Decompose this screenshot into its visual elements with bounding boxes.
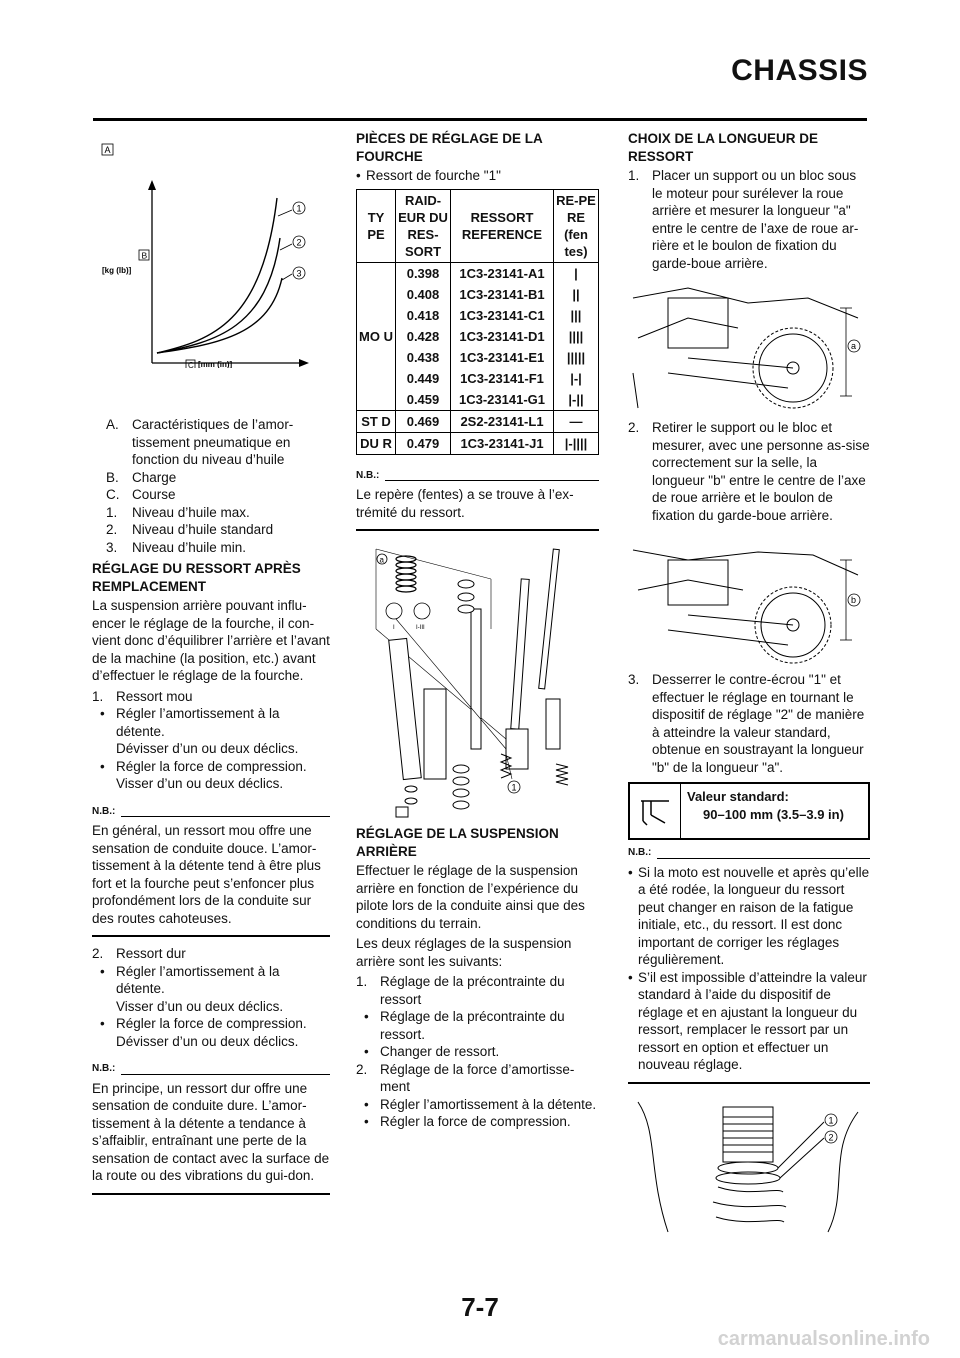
cell-ref: 1C3-23141-E1 <box>451 347 554 368</box>
cell-mark: |-|||| <box>554 432 599 454</box>
column-2 <box>356 128 599 1131</box>
cell-ref: 1C3-23141-G1 <box>451 389 554 411</box>
legend-item: 1. Niveau d’huile max. <box>106 504 250 520</box>
bullet-item: • S’il est impossible d’atteindre la valeur standard à l’aide du dispositif de réglage et en ajustant la longueur du ressort, remplacer le ressort par un ressort en option et effectuer un nouveau réglage. <box>628 969 867 1072</box>
shock-label-1: 1 <box>828 1115 834 1125</box>
cell-mark: ||| <box>554 305 599 326</box>
cell-ref: 1C3-23141-B1 <box>451 284 554 305</box>
graph-unit-y: [kg (lb)] <box>102 266 132 275</box>
group-std: ST D <box>357 410 396 432</box>
list-item: 2. Ressort dur <box>92 946 186 961</box>
figure-legend <box>92 416 330 556</box>
column-3 <box>628 128 870 1242</box>
cell-rate: 0.428 <box>396 326 451 347</box>
cell-rate: 0.459 <box>396 389 451 411</box>
note-block: N.B.: En principe, un ressort dur offre une sensation de conduite dure. L’amor-tissement à la détente a tendance à s’affaiblir, entraînant une perte de la sensation de contact avec la surface de la route ou des vibrations du gui-don. <box>92 1060 330 1195</box>
fig-label-b: b <box>851 595 857 605</box>
page-number: 7-7 <box>461 1292 499 1322</box>
bullet-item: • Régler la force de compression. <box>100 1016 307 1031</box>
bullet-item: • Ressort de fourche "1" <box>356 168 501 183</box>
cell-ref: 1C3-23141-J1 <box>451 432 554 454</box>
graph-curve-3: 3 <box>296 268 302 279</box>
legend-item: A. Caractéristiques de l’amor-tissement pneumatique en fonction du niveau d’huile <box>106 417 294 467</box>
list-item: 1. Placer un support ou un bloc sous le moteur pour surélever la roue arrière et mesurer la longueur "a" entre le centre de l’axe de roue ar-rière et le boulon de fixation du garde-boue arrière. <box>628 168 859 271</box>
cell-ref: 1C3-23141-C1 <box>451 305 554 326</box>
cell-mark: |||| <box>554 326 599 347</box>
bullet-item: • Si la moto est nouvelle et après qu’elle a été rodée, la longueur du ressort peut changer en raison de la fatigue initiale, etc., du ressort. Il est donc important de corriger les réglages régulièrement. <box>628 864 870 967</box>
cell-ref: 1C3-23141-F1 <box>451 368 554 389</box>
note-block: N.B.: Le repère (fentes) a se trouve à l’ex-trémité du ressort. <box>356 467 599 532</box>
graph-label-c: C <box>188 361 194 368</box>
note-text: En général, un ressort mou offre une sensation de conduite douce. L’amor-tissement à la détente tend à être plus fort et la fourche peut s’enfoncer plus profondément lors de la conduite sur des routes cahoteuses. <box>92 823 321 926</box>
section-heading: PIÈCES DE RÉGLAGE DE LA FOURCHE <box>356 131 543 164</box>
graph-unit-x: [mm (in)] <box>198 360 233 368</box>
shock-label-2: 2 <box>828 1132 834 1142</box>
std-label: Valeur standard: <box>687 789 789 804</box>
legend-item: 2. Niveau d’huile standard <box>106 522 274 537</box>
oil-level-graph <box>92 128 330 368</box>
watermark: carmanualsonline.info <box>717 1328 930 1350</box>
group-mou: MO U <box>357 262 396 410</box>
section-heading: RÉGLAGE DE LA SUSPENSION ARRIÈRE <box>356 826 559 859</box>
cell-mark: — <box>554 410 599 432</box>
std-value: 90–100 mm (3.5–3.9 in) <box>703 807 844 822</box>
fork-small-2: I-III <box>416 625 425 631</box>
note-block: N.B.: • Si la moto est nouvelle et après qu’elle a été rodée, la longueur du ressort peut changer en raison de la fatigue initiale, etc., du ressort. Il est donc important de corriger les réglages régulièrement. • S’il est impossible d’atteindre la valeur standard à l’aide du dispositif de réglage et en ajustant la longueur du ressort, remplacer le ressort par un ressort en option et effectuer un nouveau réglage. <box>628 844 870 1084</box>
section-heading: RÉGLAGE DU RESSORT APRÈS REMPLACEMENT <box>92 561 301 594</box>
bullet-continuation: Visser d’un ou deux déclics. <box>116 998 284 1014</box>
fork-label-1: 1 <box>511 782 517 793</box>
bike-measure-b-figure <box>628 530 870 665</box>
cell-mark: ||||| <box>554 347 599 368</box>
bullet-item: • Régler la force de compression. <box>100 758 307 774</box>
graph-label-b: B <box>141 250 148 261</box>
group-dur: DU R <box>357 432 396 454</box>
spring-table <box>356 189 599 455</box>
cell-rate: 0.479 <box>396 432 451 454</box>
fork-small-1: I <box>393 625 395 631</box>
bullet-item: • Changer de ressort. <box>364 1044 500 1059</box>
cell-mark: || <box>554 284 599 305</box>
graph-curve-2: 2 <box>296 237 302 248</box>
fork-label-a: a <box>379 555 384 565</box>
cell-rate: 0.398 <box>396 262 451 284</box>
cell-mark: |-| <box>554 368 599 389</box>
paragraph: Effectuer le réglage de la suspension arrière en fonction de l’expérience du pilote lors de la conduite ainsi que des conditions du terrain. <box>356 863 585 931</box>
cell-ref: 1C3-23141-A1 <box>451 262 554 284</box>
section-heading: CHOIX DE LA LONGUEUR DE RESSORT <box>628 131 819 164</box>
cell-ref: 2S2-23141-L1 <box>451 410 554 432</box>
legend-item: 3. Niveau d’huile min. <box>106 539 247 555</box>
cell-mark: |-|| <box>554 389 599 411</box>
cell-ref: 1C3-23141-D1 <box>451 326 554 347</box>
cell-rate: 0.469 <box>396 410 451 432</box>
bullet-item: • Régler l’amortissement à la détente. <box>100 963 280 996</box>
th-rate: RAID-EUR DU RES-SORT <box>396 189 451 262</box>
cell-rate: 0.438 <box>396 347 451 368</box>
paragraph: La suspension arrière pouvant influ-encer le réglage de la fourche, il con-vient donc d’équilibrer l’arrière et l’avant de la machine (la position, etc.) avant d’effectuer le réglage de la fourche. <box>92 598 330 683</box>
note-text: Le repère (fentes) a se trouve à l’ex-trémité du ressort. <box>356 487 574 520</box>
graph-label-a: A <box>104 145 111 155</box>
cell-rate: 0.449 <box>396 368 451 389</box>
th-type: TY PE <box>357 189 396 262</box>
cell-rate: 0.408 <box>396 284 451 305</box>
page-title: CHASSIS <box>731 54 868 87</box>
fork-exploded-diagram <box>356 539 599 819</box>
note-text: En principe, un ressort dur offre une sensation de conduite dure. L’amor-tissement à la détente a tendance à s’affaiblir, entraînant une perte de la sensation de contact avec la surface de la route ou des vibrations du gui-don. <box>92 1080 330 1183</box>
list-item: 1. Ressort mou <box>92 688 193 704</box>
standard-value-box <box>628 782 870 840</box>
bullet-continuation: Dévisser d’un ou deux déclics. <box>116 741 299 756</box>
graph-curve-1: 1 <box>296 203 302 214</box>
bullet-item: • Régler l’amortissement à la détente. <box>364 1096 597 1112</box>
list-item: 1. Réglage de la précontrainte du ressort <box>356 974 565 1007</box>
bullet-continuation: Dévisser d’un ou deux déclics. <box>116 1033 299 1049</box>
note-block: N.B.: En général, un ressort mou offre une sensation de conduite douce. L’amor-tissement à la détente tend à être plus fort et la fourche peut s’enfoncer plus profondément lors de la conduite sur des routes cahoteuses. <box>92 803 330 938</box>
paragraph: Les deux réglages de la suspension arrière sont les suivants: <box>356 936 572 969</box>
bullet-continuation: Visser d’un ou deux déclics. <box>116 776 284 791</box>
bike-measure-a-figure <box>628 278 870 413</box>
legend-item: C. Course <box>106 487 176 502</box>
list-item: 2. Réglage de la force d’amortisse-ment <box>356 1061 575 1094</box>
cell-rate: 0.418 <box>396 305 451 326</box>
list-item: 2. Retirer le support ou le bloc et mesurer, avec une personne as-sise correctement sur la selle, la longueur "b" entre le centre de l’axe de roue arrière et le boulon de fixation du garde-boue arrière. <box>628 420 870 523</box>
bullet-item: • Réglage de la précontrainte du ressort. <box>364 1009 565 1042</box>
caliper-icon <box>630 784 681 838</box>
cell-mark: | <box>554 262 599 284</box>
fig-label-a: a <box>851 341 857 351</box>
list-item: 3. Desserrer le contre-écrou "1" et effectuer le réglage en tournant le dispositif de réglage "2" de manière à atteindre la valeur standard, obtenue en soustrayant la longueur "b" de la longueur "a". <box>628 672 865 775</box>
column-1 <box>92 128 330 1203</box>
bullet-item: • Régler l’amortissement à la détente. <box>100 706 280 739</box>
th-ref: RESSORT REFERENCE <box>451 189 554 262</box>
shock-absorber-figure <box>628 1092 870 1242</box>
header-rule <box>93 118 867 121</box>
legend-item: B. Charge <box>106 469 177 485</box>
bullet-item: • Régler la force de compression. <box>364 1114 571 1129</box>
th-mark: RE-PE RE (fen tes) <box>554 189 599 262</box>
